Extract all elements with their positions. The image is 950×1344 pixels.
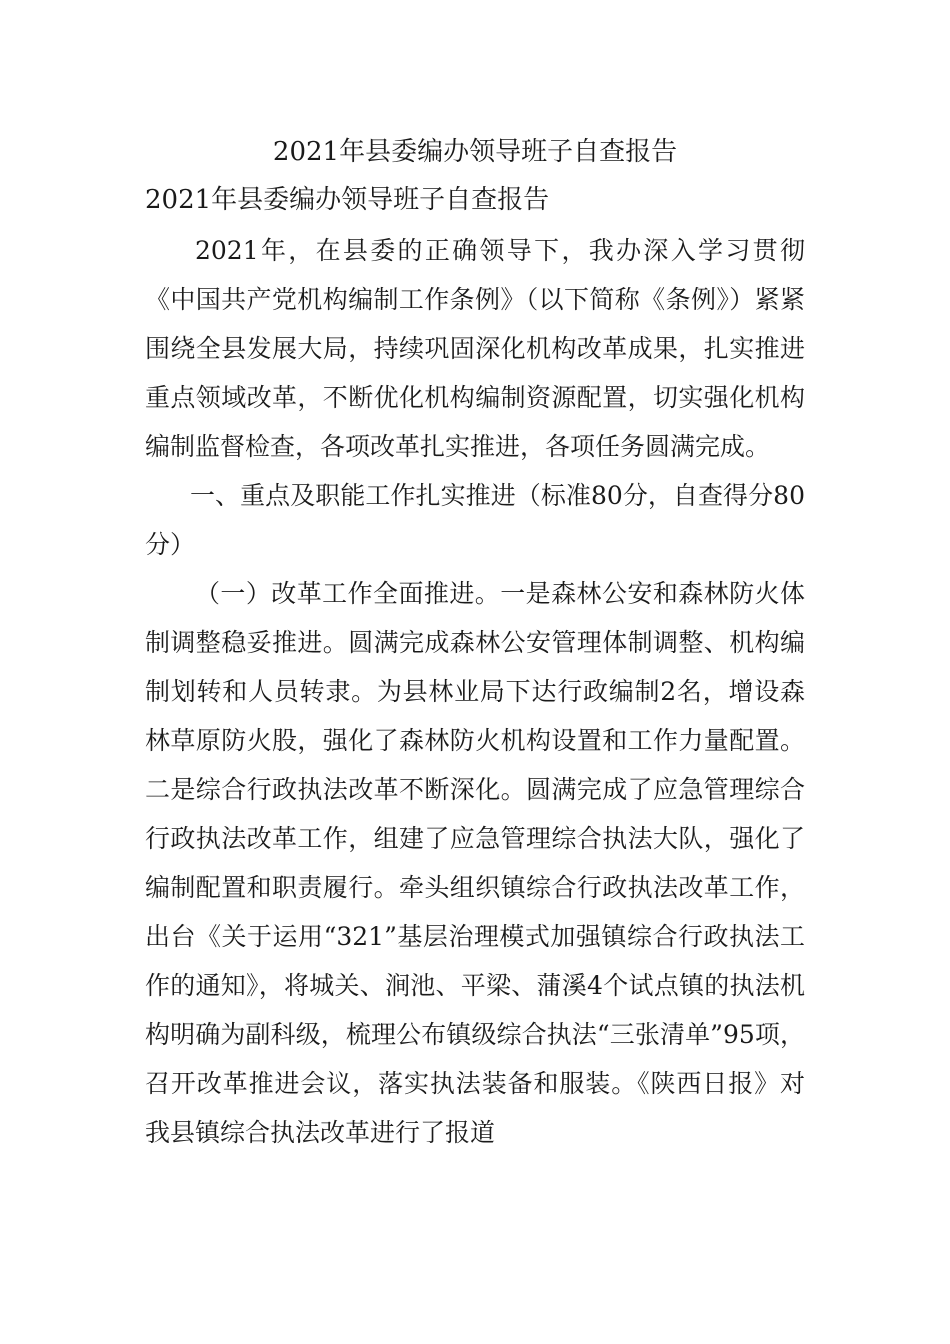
paragraph-reform: （一）改革工作全面推进。一是森林公安和森林防火体制调整稳妥推进。圆满完成森林公安管理体制调整、机构编制划转和人员转隶。为县林业局下达行政编制2名，增设森林草原防火股，强化了森林防火机构设置和工作力量配置。二是综合行政执法改革不断深化。圆满完成了应急管理综合行政执法改革工作，组建了应急管理综合执法大队，强化了编制配置和职责履行。牵头组织镇综合行政执法改革工作，出台《关于运用“321”基层治理模式加强镇综合行政执法工作的通知》，将城关、涧池、平梁、蒲溪4个试点镇的执法机构明确为副科级，梳理公布镇级综合执法“三张清单”95项，召开改革推进会议，落实执法装备和服装。《陕西日报》对我县镇综合执法改革进行了报道 <box>145 579 805 1147</box>
document-subtitle: 2021年县委编办领导班子自查报告 <box>145 185 550 215</box>
document-body <box>145 226 805 1157</box>
document-title: 2021年县委编办领导班子自查报告 <box>272 137 678 167</box>
paragraph-intro: 2021年，在县委的正确领导下，我办深入学习贯彻《中国共产党机构编制工作条例》（以下简称《条例》）紧紧围绕全县发展大局，持续巩固深化机构改革成果，扎实推进重点领域改革，不断优化机构编制资源配置，切实强化机构编制监督检查，各项改革扎实推进，各项任务圆满完成。 <box>145 236 805 461</box>
section-heading-1: 一、重点及职能工作扎实推进（标准80分，自查得分80分） <box>145 481 805 559</box>
